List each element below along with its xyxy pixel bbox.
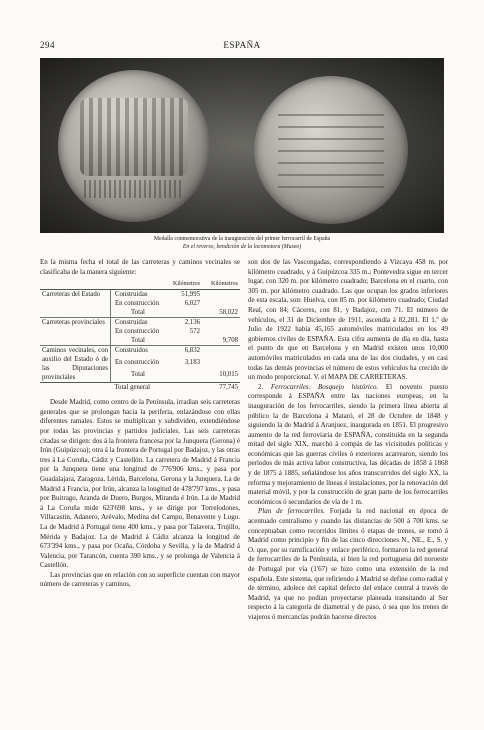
col-header: Kilómetros — [202, 280, 240, 290]
table-total: 9,708 — [222, 337, 238, 345]
table-sub-label: Construidas — [111, 318, 165, 328]
body-paragraph: son dos de las Vascongadas, correspondiendo á Vizcaya 458 m. por kilómetro cuadrado, y á Guipúzcoa 335 m.; Pontevedra sigue en tercer lugar, con 320 m. por kilómetro cuadrado; Barcelona en el cuarto, con 305 m. por kilómetro cuadrado. Las que ocupan los grados inferiores de esta escala, son: Huelva, con 85 m. por kilómetro cuadrado; Ciudad Real, con 84; Cáceres, con 81, y Badajoz, con 71. El número de vehículos, el 31 de Diciembre de 1911, ascendía á 82,281. El 1.º de Julio de 1922 había 45,165 automóviles matriculados en los 49 gobiernos civiles de ESPAÑA. Esta cifra aumenta de día en día, hasta el punto de que en Barcelona y en Madrid existen unos 10,000 automóviles matriculados en cada una de las dos ciudades, y en casi todas las demás provincias el número de estos vehículos ha crecido de un modo proporcional. V. el MAPA DE CARRETERAS. — [248, 258, 448, 382]
table-cell: 6,832 — [164, 346, 202, 359]
roads-table — [40, 280, 240, 392]
medal-inscription-line — [278, 174, 384, 176]
table-sub-label: En construcción — [115, 300, 159, 308]
medal-reverse-image — [254, 76, 408, 224]
table-category: Caminos vecinales, con auxilio del Estado ó de las Diputaciones provinciales — [40, 346, 111, 383]
body-paragraph: Las provincias que en relación con su superficie cuentan con mayor número de carreteras y caminos, — [40, 570, 240, 589]
right-column — [248, 258, 448, 623]
medal-base-relief — [84, 180, 184, 198]
intro-paragraph: En la misma fecha el total de las carreteras y caminos vecinales se clasificaba de la manera siguiente: — [40, 258, 240, 276]
medal-scene-relief — [80, 98, 188, 176]
medal-obverse-image — [58, 70, 210, 222]
medal-inscription-line — [278, 150, 384, 152]
section-text: El novento puesto corresponde á ESPAÑA entre las naciones europeas, en la inauguración de los ferrocarriles, siendo la primera línea abierta al público la de Barcelona á Mataró, el 28 de Octubre de 1848 y siguiendo la de Madrid á Aranjuez, inaugurada en 1851. El progresivo aumento de la red ferroviaria de ESPAÑA, constituída en la segunda mitad del siglo XIX, marchó á compás de las vicisitudes políticas y económicas que las guerras civiles ó exteriores acarrearon, siendo los períodos de más activa labor constructiva, las décadas de 1858 á 1868 y de 1875 á 1885, señalándose los años transcurridos del siglo XX, la reforma y mejoramiento de líneas é instalaciones, por la renovación del material móvil, y por la construcción de gran parte de los ferrocarriles económicos ó secundarios de vía de 1 m. — [248, 382, 449, 506]
running-title: ESPAÑA — [223, 40, 261, 50]
section-subtitle: Bosquejo histórico. — [317, 382, 379, 391]
caption-line-1: Medalla conmemorativa de la inauguración del primer ferrocarril de España — [153, 236, 331, 242]
section-number: 2. — [258, 382, 264, 391]
table-cell: 51,995 — [181, 291, 200, 299]
running-header — [40, 40, 444, 54]
medal-photograph — [40, 58, 444, 233]
table-total-label: Total — [131, 337, 145, 345]
table-cell: 3,183 — [184, 359, 200, 367]
table-sub-label: En construcción — [115, 328, 159, 336]
col-header: Kilómetros — [164, 280, 202, 290]
body-paragraph: Desde Madrid, como centro de la Península, irradian seis carreteras generales que se prolongan hacia la periferia, enlazándose con ellas diferentes ramales. Estos se multiplican y subdividen, extendiéndose por todas las provincias y partidos judiciales. Las seis carreteras citadas se dirigen: dos á la frontera francesa por la Junquera (Gerona) é Irún (Guipúzcoa); otra á la frontera de Portugal por Badajoz, y las otras tres á La Coruña, Cádiz y Castellón. La carretera de Madrid á Francia por la Junquera tiene una longitud de 776'906 kms., y pasa por Guadalajara, Zaragoza, Lérida, Barcelona, Gerona y la Junquera. La de Madrid á Francia, por Irún, alcanza la longitud de 478'797 kms., y pasa por Buitrago, Aranda de Duero, Burgos, Miranda é Irún. La de Madrid á La Coruña mide 623'698 kms., y se dirige por Torrelodones, Villacastín, Adanero, Arévalo, Medina del Campo, Benavente y Lugo. La de Madrid á Portugal tiene 400 kms., y pasa por Talavera, Trujillo, Mérida y Badajoz. La de Madrid á Cádiz alcanza la longitud de 673'394 kms., y pasa por Ocaña, Córdoba y Sevilla, y la de Madrid á Valencia, por Tarancón, cuenta 390 kms., y se prolonga de Valencia á Castellón. — [40, 398, 241, 570]
section-title: Ferrocarriles. — [270, 382, 311, 391]
table-cell: 6,027 — [184, 300, 200, 308]
page-number: 294 — [40, 40, 55, 50]
table-cell: 2,136 — [164, 318, 202, 328]
medal-inscription-line — [278, 162, 384, 164]
plan-text: Forjada la red nacional en época de acentuado centralismo y cuando las distancias de 500 á 700 kms. se conceptuaban como recorridos límites ó etapas de trenes, se tomó á Madrid como principio y fin de las cinco direcciones N., NE., E., S. y O. que, por su ramificación y enlace periférico, formaron la red general de ferrocarriles de la Península, si bien la red portuguesa del noroeste de Portugal por vía (1'67) se hizo como una extensión de la red española. Este sistema, que refiriendo á Madrid se define como radial y de término, adolece del capital defecto del enlace central á través de Madrid, ya que no podían proyectarse planeada transitando al Sur respecto á la categoría de diametral y de paso, ó sea que los trenes de viajeros ó mercancías podrán hacerse directos — [248, 507, 449, 621]
plan-paragraph — [248, 507, 448, 622]
medal-inscription-line — [278, 114, 384, 116]
table-category: Carreteras del Estado — [40, 290, 111, 318]
section-paragraph — [248, 383, 448, 508]
table-category: Carreteras provinciales — [40, 318, 111, 346]
medal-inscription-line — [278, 186, 384, 188]
caption-line-2: En el reverso, bendición de la locomotora (Museo) — [182, 243, 302, 250]
table-total-label: Total — [131, 371, 145, 379]
table-sub-label: Construidas — [115, 291, 148, 299]
left-column — [40, 258, 240, 590]
table-cell: 572 — [189, 328, 200, 336]
table-grand-total: 77,745 — [202, 383, 240, 393]
table-total: 58,022 — [219, 309, 238, 317]
table-sub-label: Construidos — [111, 346, 165, 359]
table-grand-label: Total general — [111, 383, 165, 393]
plan-title: Plan de ferrocarriles. — [258, 507, 325, 516]
photo-caption — [40, 236, 444, 251]
table-sub-label: En construcción — [115, 359, 159, 367]
table-total-label: Total — [131, 309, 145, 317]
medal-inscription-line — [278, 138, 384, 140]
table-total: 10,015 — [219, 371, 238, 379]
medal-inscription-line — [278, 126, 384, 128]
